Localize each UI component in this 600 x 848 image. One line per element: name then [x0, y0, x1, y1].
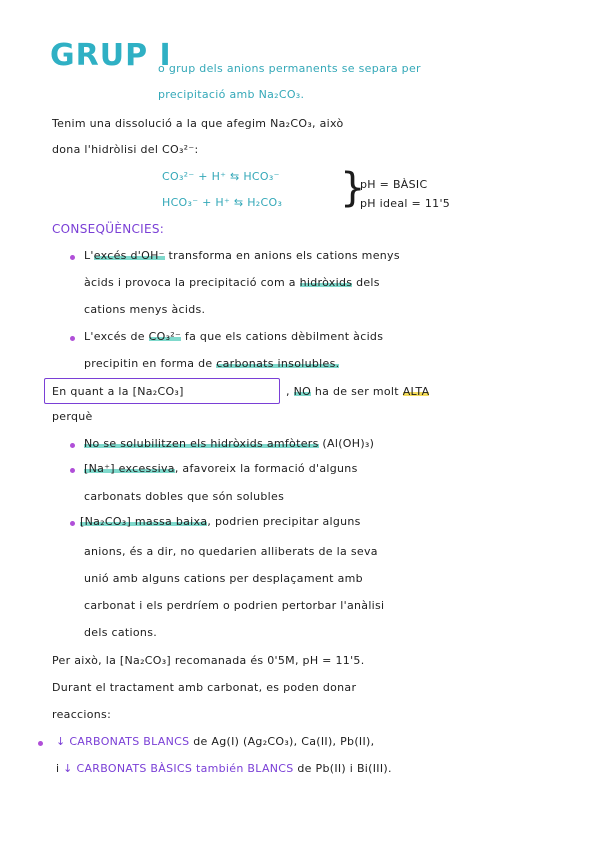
- closing-line-2: Durant el tractament amb carbonat, es poden donar: [52, 681, 357, 694]
- bullet-dot: [70, 443, 75, 448]
- highlight: CO₃²⁻: [148, 330, 182, 343]
- ph-note-1: pH = BÀSIC: [360, 178, 428, 191]
- consequence-1-line-2: àcids i provoca la precipitació com a hidròxids dels: [84, 276, 380, 289]
- reason-3-line-5: dels cations.: [84, 626, 158, 639]
- page-title: GRUP I: [50, 38, 172, 73]
- bullet-dot: [70, 521, 75, 526]
- boxed-note-continuation: , NO ha de ser molt ALTA: [286, 385, 430, 398]
- bullet-dot: [70, 468, 75, 473]
- bullet-dot: [38, 741, 43, 746]
- paragraph-1-line-1: Tenim una dissolució a la que afegim Na₂CO₃, això: [52, 117, 344, 130]
- final-line-1: ↓ CARBONATS BLANCS de Ag(I) (Ag₂CO₃), Ca(II), Pb(II),: [56, 735, 375, 748]
- consequence-1-line-3: cations menys àcids.: [84, 303, 206, 316]
- reason-3-line-2: anions, és a dir, no quedarien alliberats de la seva: [84, 545, 378, 558]
- boxed-note-text: En quant a la [Na₂CO₃]: [52, 385, 184, 398]
- bullet-dot: [70, 255, 75, 260]
- closing-line-1: Per això, la [Na₂CO₃] recomanada és 0'5M, pH = 11'5.: [52, 654, 365, 667]
- paragraph-1-line-2: dona l'hidròlisi del CO₃²⁻:: [52, 143, 199, 156]
- ph-note-2: pH ideal = 11'5: [360, 197, 451, 210]
- reason-3-line-3: unió amb alguns cations per desplaçament amb: [84, 572, 363, 585]
- highlight: excés d'OH⁻: [93, 249, 165, 262]
- highlight: hidròxids: [299, 276, 353, 289]
- consequence-1-line-1: L'excés d'OH⁻ transforma en anions els cations menys: [84, 249, 400, 262]
- consequencies-heading: CONSEQÜÈNCIES:: [52, 222, 165, 236]
- bullet-dot: [70, 336, 75, 341]
- boxed-note-line-2: perquè: [52, 410, 93, 423]
- equation-2: HCO₃⁻ + H⁺ ⇆ H₂CO₃: [162, 196, 283, 209]
- reason-3-line-1: [Na₂CO₃] massa baixa, podrien precipitar alguns: [80, 515, 361, 528]
- reason-1: No se solubilitzen els hidròxids amfòters (Al(OH)₃): [84, 437, 375, 450]
- highlight: carbonats insolubles.: [216, 357, 340, 370]
- reason-2-line-2: carbonats dobles que són solubles: [84, 490, 285, 503]
- consequence-2-line-1: L'excés de CO₃²⁻ fa que els cations dèbilment àcids: [84, 330, 384, 343]
- intro-line-1: o grup dels anions permanents se separa per: [158, 62, 421, 75]
- reason-3-line-4: carbonat i els perdríem o podrien pertorbar l'anàlisi: [84, 599, 385, 612]
- intro-line-2: precipitació amb Na₂CO₃.: [158, 88, 305, 101]
- reason-2-line-1: [Na⁺] excessiva, afavoreix la formació d'alguns: [84, 462, 358, 475]
- equation-1: CO₃²⁻ + H⁺ ⇆ HCO₃⁻: [162, 170, 280, 183]
- brace-symbol: }: [340, 165, 366, 211]
- closing-line-3: reaccions:: [52, 708, 112, 721]
- final-line-2: i ↓ CARBONATS BÀSICS también BLANCS de Pb(II) i Bi(III).: [56, 762, 392, 775]
- consequence-2-line-2: precipitin en forma de carbonats insolubles.: [84, 357, 340, 370]
